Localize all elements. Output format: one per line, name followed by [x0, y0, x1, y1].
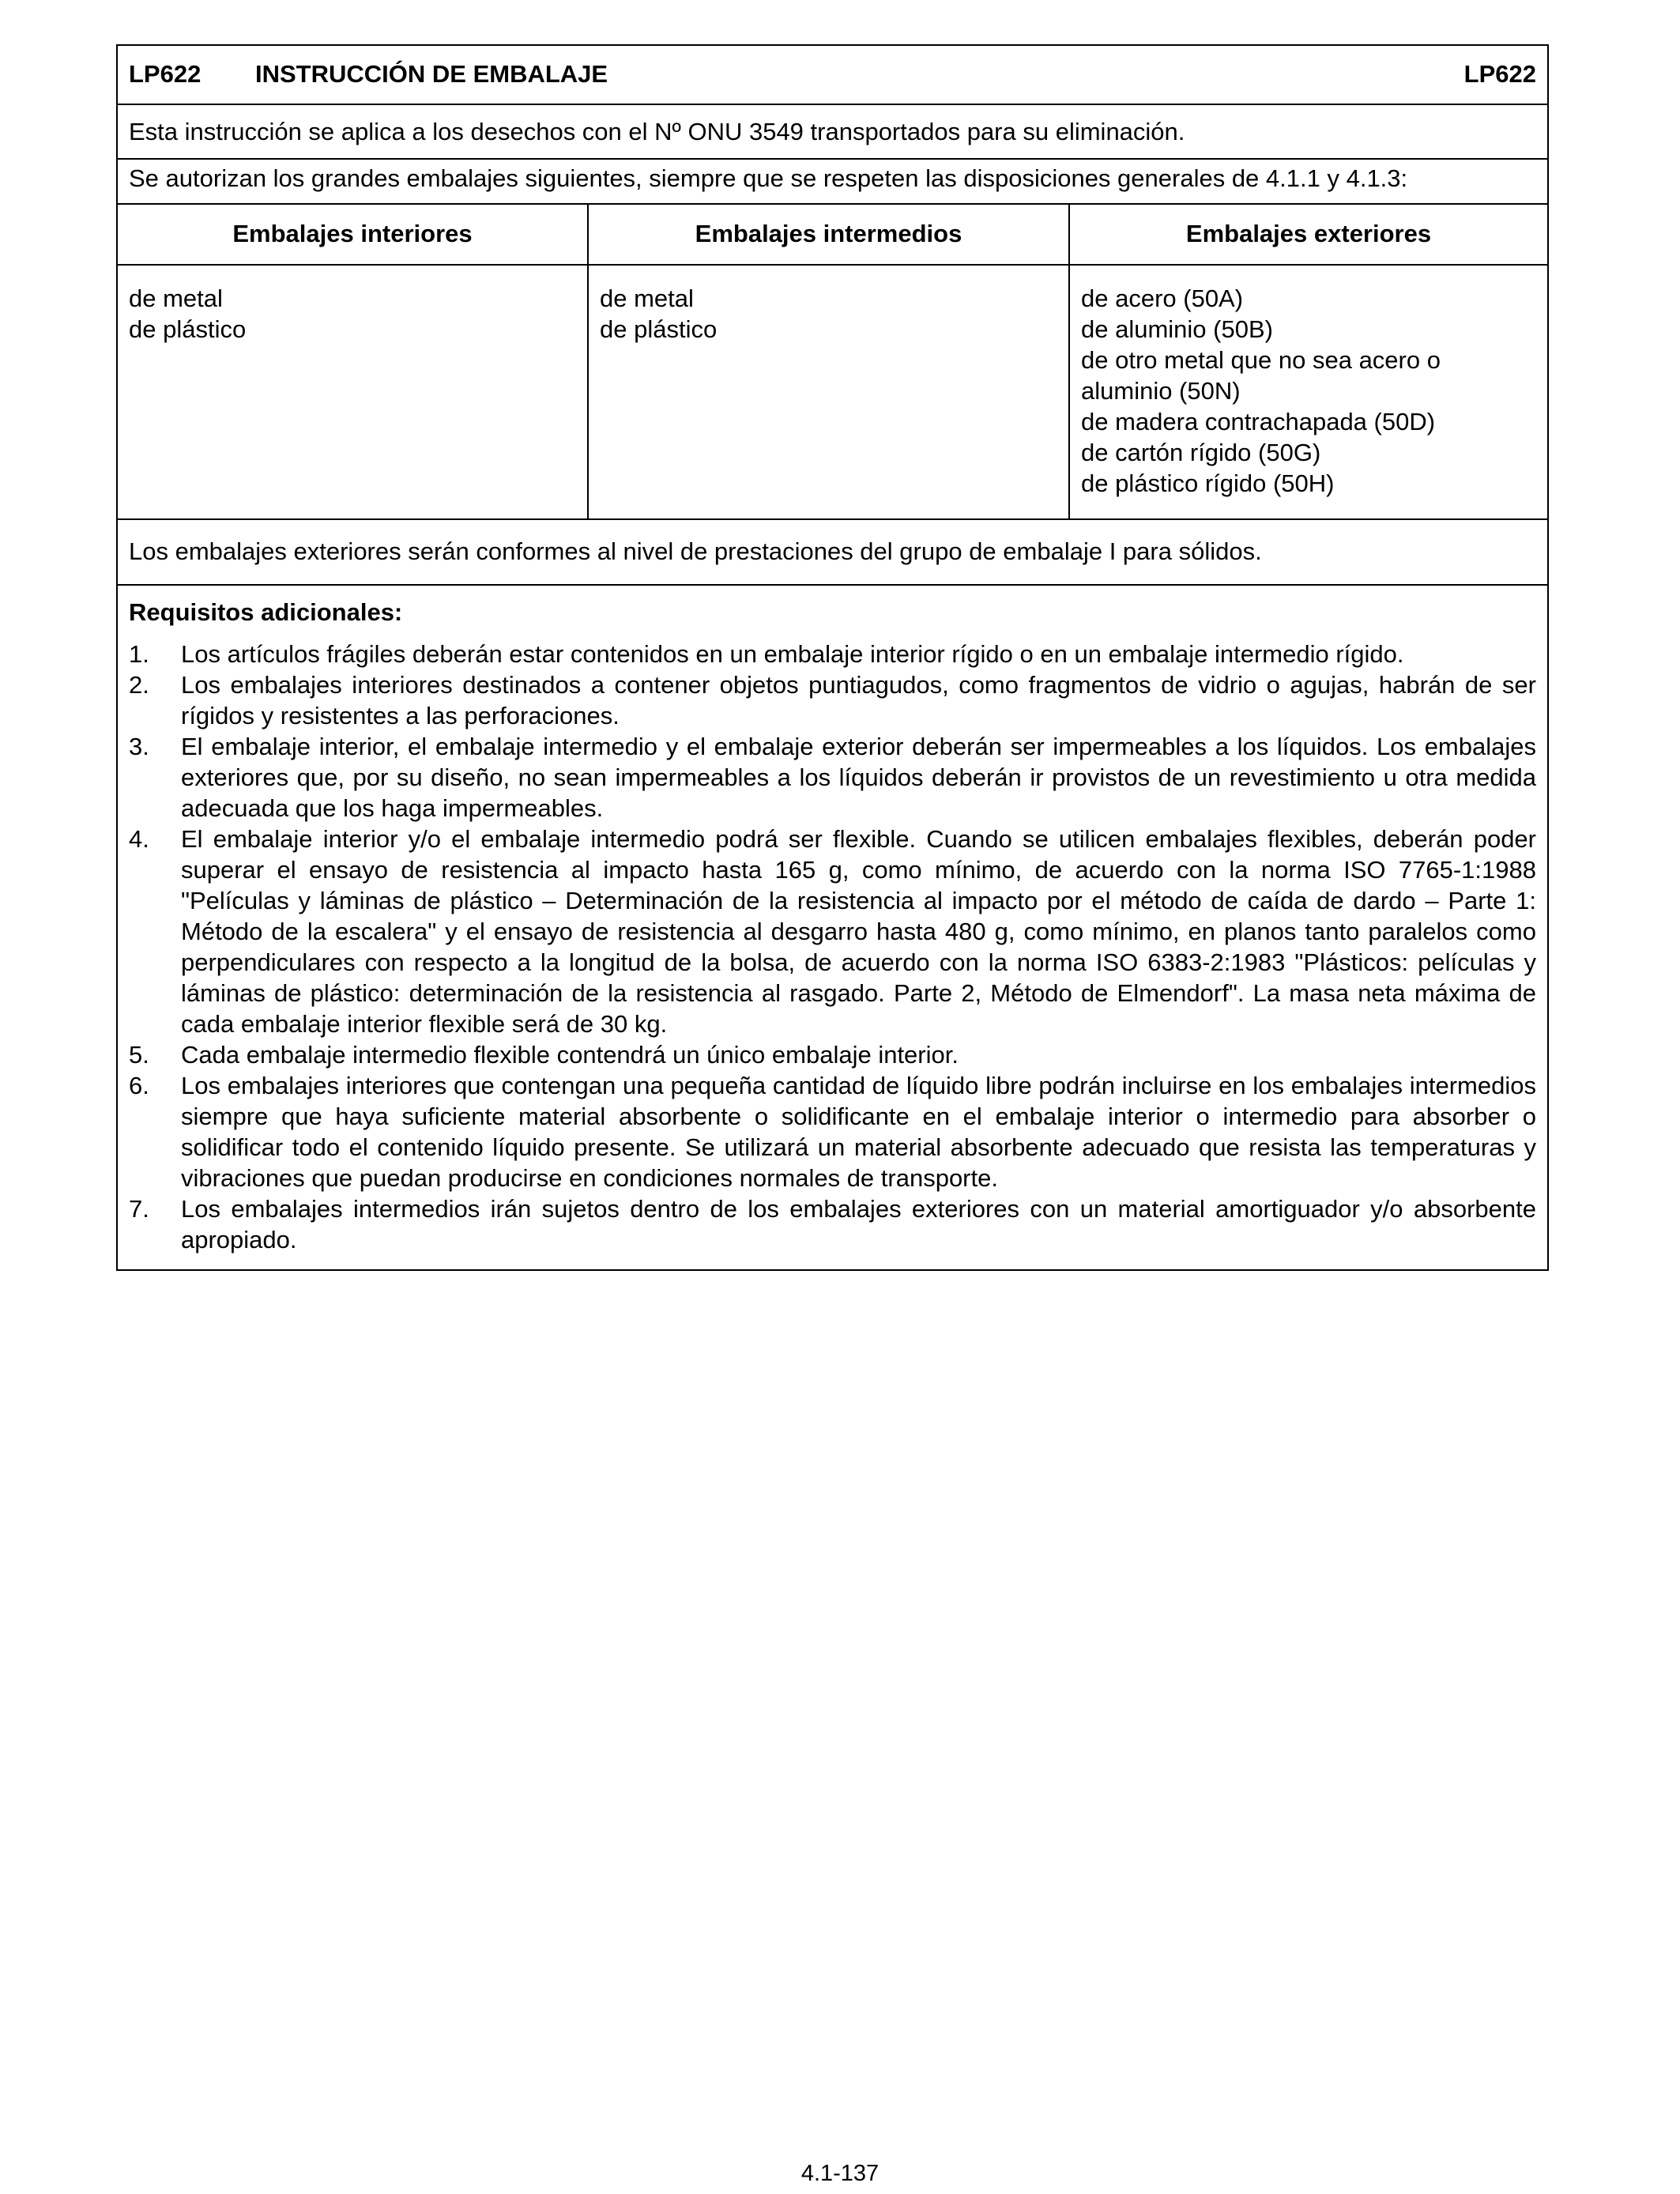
list-item: aluminio (50N)	[1081, 377, 1241, 405]
intermediate-packagings-list	[589, 266, 1070, 518]
page-number: 4.1-137	[800, 2161, 880, 2186]
instruction-code-left: LP622	[129, 60, 202, 88]
column-contents	[118, 266, 1547, 520]
list-item: de plástico	[600, 315, 718, 343]
requirement-text: Los embalajes intermedios irán sujetos dentro de los embalajes exteriores con un material amortiguador y/o absorbente apropiado.	[181, 1195, 1536, 1253]
outer-packagings-list	[1070, 266, 1547, 518]
instruction-title: INSTRUCCIÓN DE EMBALAJE	[255, 60, 608, 88]
requirement-item	[129, 731, 1536, 824]
authorization-statement: Se autorizan los grandes embalajes siguientes, siempre que se respeten las disposiciones generales de 4.1.1 y 4.1.3:	[118, 160, 1547, 205]
list-item: de acero (50A)	[1081, 285, 1244, 312]
list-item: de madera contrachapada (50D)	[1081, 408, 1436, 435]
list-item: de metal	[600, 285, 694, 312]
requirement-text: Los artículos frágiles deberán estar contenidos en un embalaje interior rígido o en un embalaje intermedio rígido.	[181, 640, 1404, 668]
requirement-number: 4.	[129, 825, 149, 853]
requirement-item	[129, 1193, 1536, 1255]
list-item: de plástico rígido (50H)	[1081, 469, 1335, 497]
requirement-number: 1.	[129, 640, 149, 668]
heading-intermediate-packagings: Embalajes intermedios	[589, 205, 1070, 264]
list-item: de metal	[129, 285, 223, 312]
heading-inner-packagings: Embalajes interiores	[118, 205, 589, 264]
requirement-number: 5.	[129, 1041, 149, 1069]
requirement-text: Cada embalaje intermedio flexible contendrá un único embalaje interior.	[181, 1041, 959, 1069]
requirement-item	[129, 639, 1536, 669]
requirements-title: Requisitos adicionales:	[129, 598, 403, 626]
requirement-text: Los embalajes interiores que contengan una pequeña cantidad de líquido libre podrán incluirse en los embalajes intermedios siempre que haya suficiente material absorbente o solidificante en el embalaje interior o intermedio para absorber o solidificar todo el contenido líquido presente. Se utilizará un material absorbente adecuado que resista las temperaturas y vibraciones que puedan producirse en condiciones normales de transporte.	[181, 1072, 1536, 1192]
packing-instruction-table	[116, 44, 1549, 1271]
requirement-item	[129, 669, 1536, 731]
requirement-number: 2.	[129, 671, 149, 699]
list-item: de cartón rígido (50G)	[1081, 439, 1321, 466]
inner-packagings-list	[118, 266, 589, 518]
requirements-list	[129, 639, 1536, 1255]
list-item: de aluminio (50B)	[1081, 315, 1273, 343]
requirement-number: 7.	[129, 1195, 149, 1223]
requirement-number: 3.	[129, 733, 149, 760]
requirement-item	[129, 1070, 1536, 1193]
additional-requirements	[118, 586, 1547, 1269]
requirement-text: El embalaje interior, el embalaje intermedio y el embalaje exterior deberán ser impermeables a los líquidos. Los embalajes exteriores que, por su diseño, no sean impermeables a los líquidos deberán ir provistos de un revestimiento u otra medida adecuada que los haga impermeables.	[181, 733, 1536, 822]
requirement-number: 6.	[129, 1072, 149, 1099]
list-item: de plástico	[129, 315, 247, 343]
column-headings	[118, 205, 1547, 266]
requirement-item	[129, 824, 1536, 1039]
instruction-header	[118, 46, 1547, 105]
heading-outer-packagings: Embalajes exteriores	[1185, 220, 1432, 247]
requirement-text: El embalaje interior y/o el embalaje intermedio podrá ser flexible. Cuando se utilicen embalajes flexibles, deberán poder superar el ensayo de resistencia al impacto hasta 165 g, como mínimo, de acuerdo con la norma ISO 7765-1:1988 "Películas y láminas de plástico – Determinación de la resistencia al impacto por el método de caída de dardo – Parte 1: Método de la escalera" y el ensayo de resistencia al desgarro hasta 480 g, como mínimo, en planos tanto paralelos como perpendiculares con respecto a la longitud de la bolsa, de acuerdo con la norma ISO 6383-2:1983 "Plásticos: películas y láminas de plástico: determinación de la resistencia al rasgado. Parte 2, Método de Elmendorf". La masa neta máxima de cada embalaje interior flexible será de 30 kg.	[181, 825, 1536, 1038]
requirement-text: Los embalajes interiores destinados a contener objetos puntiagudos, como fragmentos de vidrio o agujas, habrán de ser rígidos y resistentes a las perforaciones.	[181, 671, 1536, 729]
performance-note: Los embalajes exteriores serán conformes al nivel de prestaciones del grupo de embalaje I para sólidos.	[118, 520, 1547, 586]
scope-statement: Esta instrucción se aplica a los desechos con el Nº ONU 3549 transportados para su eliminación.	[118, 105, 1547, 160]
instruction-code-right: LP622	[1463, 60, 1536, 88]
list-item: de otro metal que no sea acero o	[1081, 346, 1441, 374]
requirement-item	[129, 1039, 1536, 1070]
